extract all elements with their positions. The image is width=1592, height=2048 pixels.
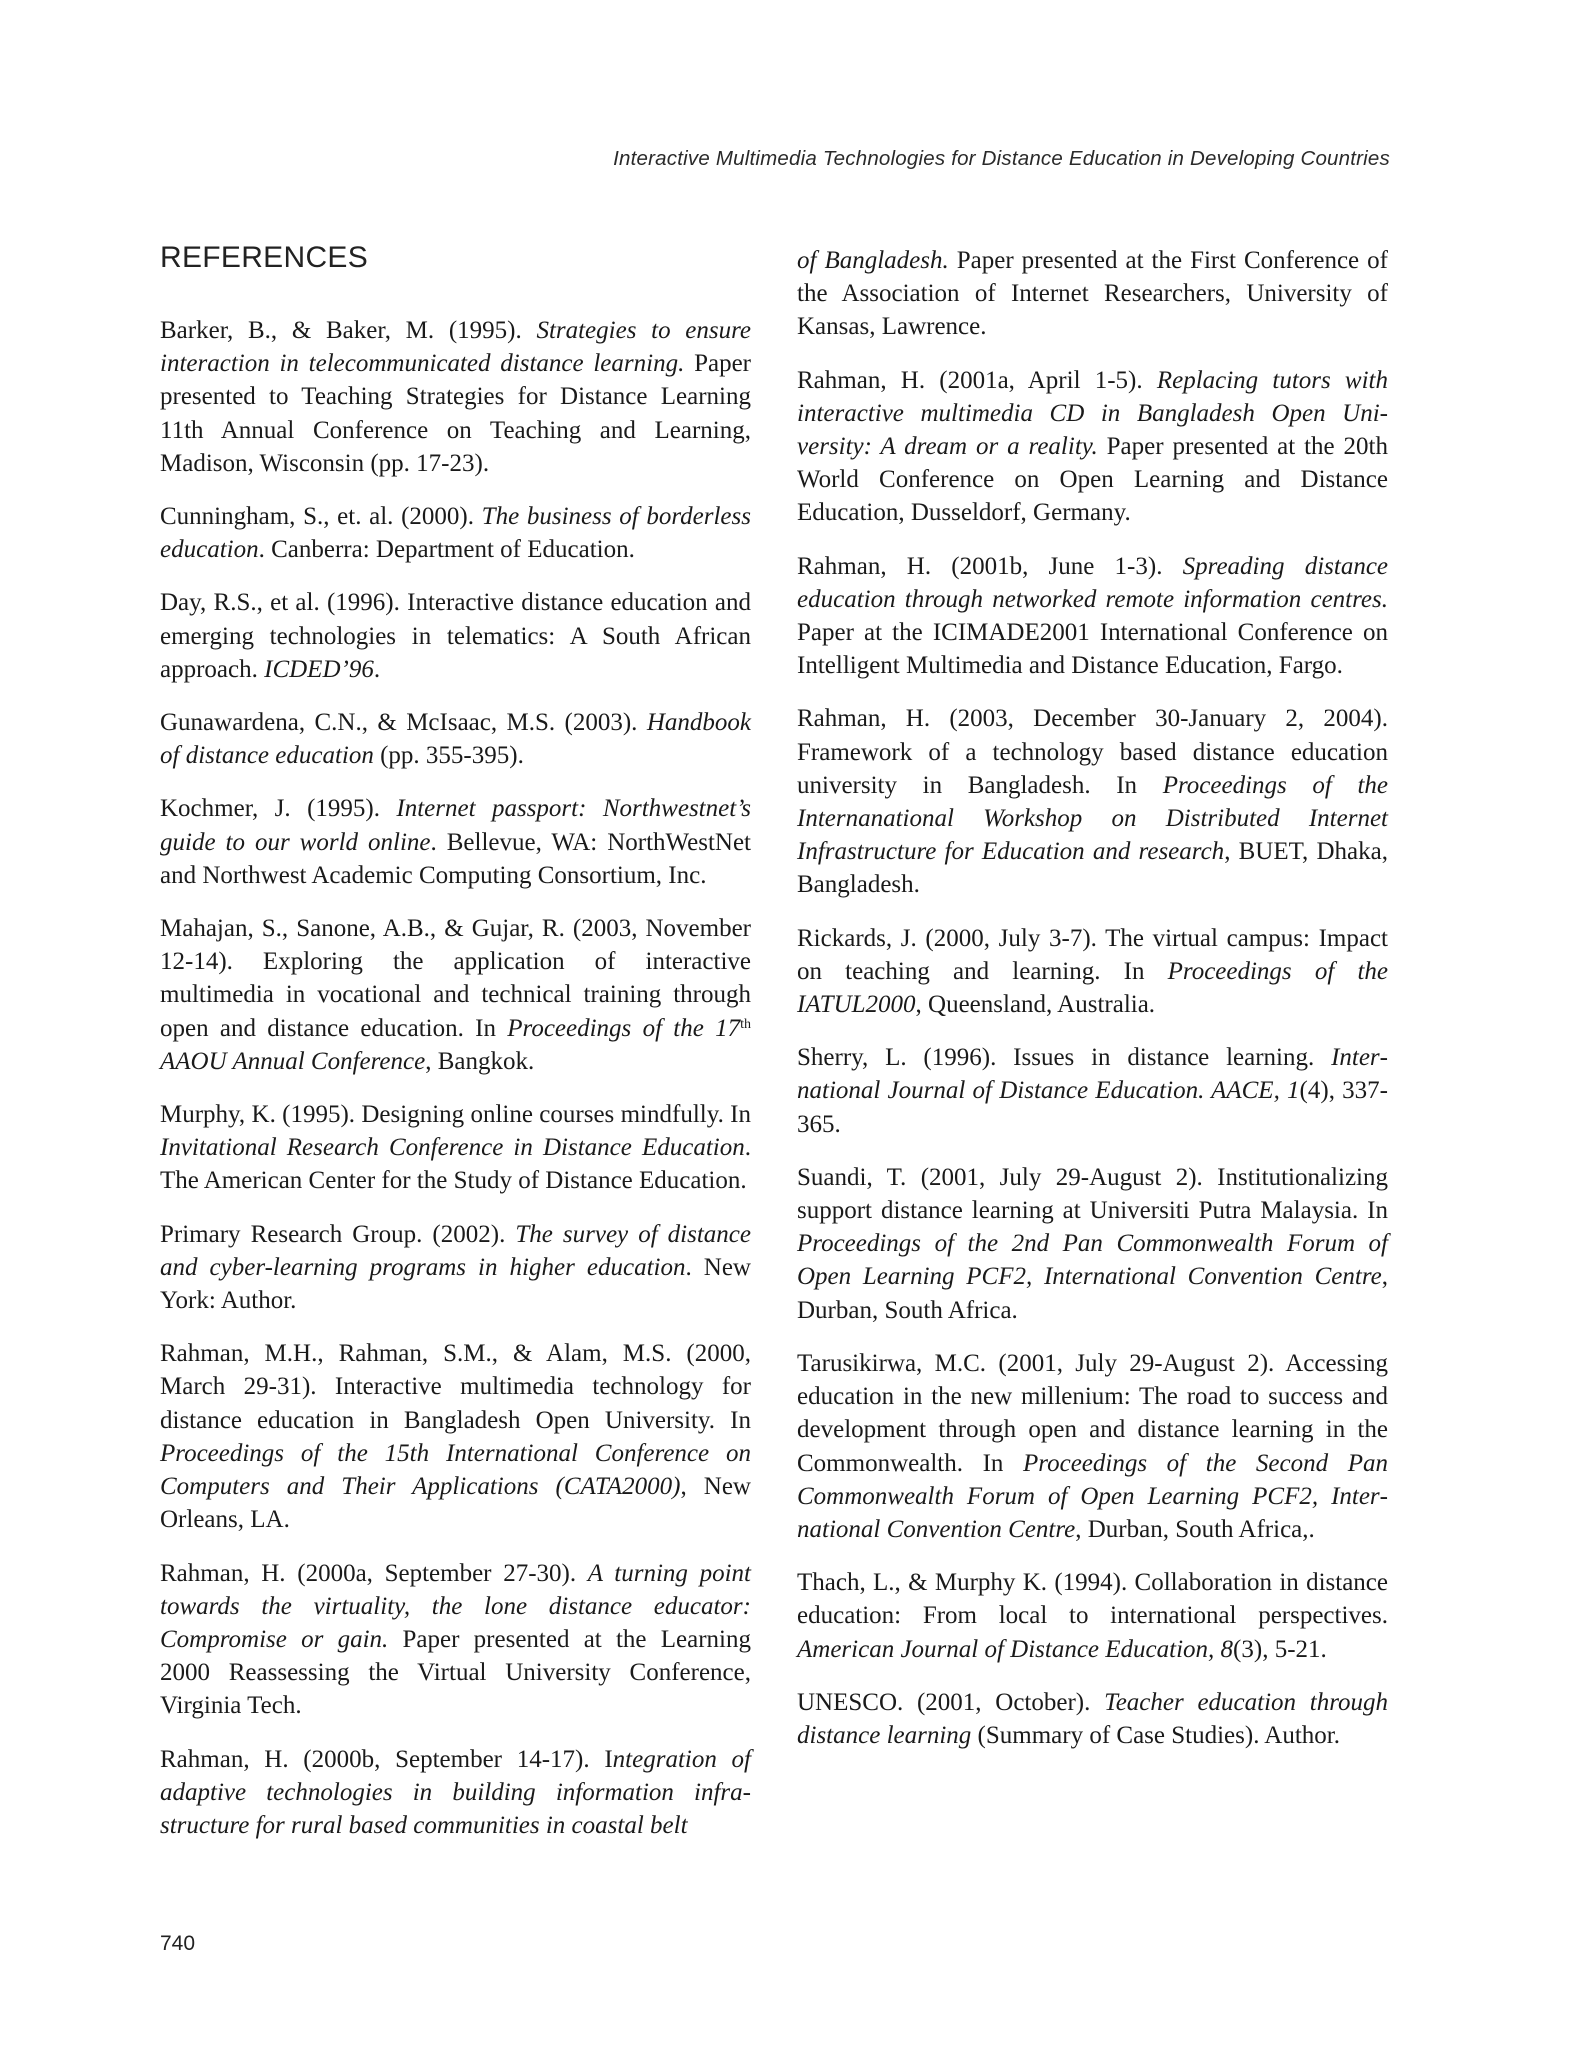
reference-text: Cunningham, S., et. al. (2000). [160, 503, 482, 531]
reference-italic-text: Invitational Research Conference in Distance Education [160, 1134, 745, 1162]
reference-text: Paper presented to Teaching Strategies for Distance Learning 11th Annual Conference on Teaching and Learning, Madison, Wisconsin (pp. 17-23). [160, 350, 752, 477]
reference-text: Rahman, H. (2001a, April 1-5). [797, 366, 1157, 394]
reference-text: Sherry, L. (1996). Issues in distance learning. [797, 1044, 1332, 1072]
reference-text: Rahman, H. (2003, December 30-January 2, 2004). Framework of a technology based distance education university in Bangladesh. In [797, 705, 1388, 799]
reference-text: (pp. 355-395). [373, 742, 524, 770]
reference-italic-text: of Bangladesh. [797, 247, 949, 274]
reference-text: Paper presented at the 20th World Conference on Open Learning and Distance Education, Dusseldorf, Germany. [797, 433, 1388, 527]
reference-entry [797, 364, 1388, 530]
reference-text: Thach, L., & Murphy K. (1994). Collaboration in distance education: From local to international perspectives. [797, 1569, 1388, 1630]
reference-entry [797, 1686, 1388, 1752]
reference-entry [797, 1041, 1388, 1141]
reference-text: . New York: Author. [160, 1253, 751, 1315]
reference-entry [797, 922, 1388, 1022]
reference-italic-text: Proceedings of the IATUL2000 [797, 957, 1388, 1019]
reference-italic-text: AAOU Annual Conference [160, 1047, 426, 1075]
reference-text: (Summary of Case Studies). Author. [971, 1721, 1341, 1749]
reference-italic-text: American Journal of Distance Education, 8 [797, 1635, 1234, 1663]
reference-text: . Bellevue, WA: NorthWestNet and Northwest Academic Computing Consortium, Inc. [160, 828, 751, 889]
reference-text: Murphy, K. (1995). Designing online courses mindfully. In [160, 1101, 751, 1129]
reference-superscript: th [740, 1016, 751, 1032]
reference-text: . [373, 655, 381, 683]
reference-italic-text: A turning point towards the virtuality, the lone distance educator: Compromise or gain. [160, 1559, 751, 1653]
reference-italic-text: ntegration of adaptive technologies in building information infrastructure for rural based communities in coastal belt [160, 1745, 751, 1839]
reference-italic-text: Proceedings of the 15th International Conference on Computers and Their Applications (CATA2000) [160, 1439, 751, 1501]
reference-text: Tarusikirwa, M.C. (2001, July 29-August 2). Accessing education in the new millenium: The road to success and development through open and distance learning in the Commonwealth. In [797, 1349, 1388, 1477]
reference-text: Primary Research Group. (2002). [160, 1220, 516, 1248]
reference-entry [797, 1161, 1388, 1327]
reference-italic-text: Handbook of distance education [160, 709, 751, 770]
reference-text: Rickards, J. (2000, July 3-7). The virtual campus: Impact on teaching and learning. In [797, 924, 1388, 985]
reference-text: Paper at the ICIMADE2001 International Conference on Intelligent Multimedia and Distance Education, Fargo. [797, 619, 1388, 680]
reference-entry [160, 1557, 751, 1723]
reference-entry [160, 500, 751, 566]
reference-text: Paper presented at the Learning 2000 Reassessing the Virtual University Conference, Virginia Tech. [160, 1625, 751, 1720]
reference-entry [797, 244, 1388, 344]
reference-entry [160, 912, 751, 1078]
reference-italic-text: Proceedings of the Internanational Workshop on Distributed Internet Infrastructure for Education and research [797, 771, 1388, 866]
reference-text: Rahman, H. (2000b, September 14-17). I [160, 1745, 613, 1773]
reference-italic-text: Strategies to ensure interaction in telecommunicated distance learning. [160, 317, 751, 378]
reference-entry [160, 314, 751, 480]
references-column-right [797, 244, 1388, 1772]
reference-entry [160, 792, 751, 892]
reference-text: Mahajan, S., Sanone, A.B., & Gujar, R. (2003, November 12-14). Exploring the application of interactive multimedia in vocational and technical training through open and distance education. In [160, 915, 751, 1042]
reference-italic-text: Proceedings of the 17 [507, 1014, 741, 1042]
reference-text: Gunawardena, C.N., & McIsaac, M.S. (2003). [160, 709, 647, 737]
reference-italic-text: Proceedings of the Second Pan Commonwealth Forum of Open Learning PCF2, International Convention Centre [797, 1449, 1388, 1543]
reference-text: Day, R.S., et al. (1996). Interactive distance education and emerging technologies in telematics: A South African approach. [160, 589, 751, 683]
reference-entry [797, 550, 1388, 683]
reference-text: Rahman, M.H., Rahman, S.M., & Alam, M.S. (2000, March 29-31). Interactive multimedia technology for distance education in Bangladesh Open University. In [160, 1340, 751, 1434]
reference-text: UNESCO. (2001, October). [797, 1688, 1105, 1716]
running-header: Interactive Multimedia Technologies for Distance Education in Developing Countries [613, 147, 1390, 170]
reference-text: (3), 5-21. [1233, 1635, 1327, 1663]
reference-italic-text: International Journal of Distance Education. AACE, 1 [797, 1044, 1388, 1105]
reference-text: , Queensland, Australia. [915, 991, 1156, 1019]
reference-entry [160, 706, 751, 772]
reference-text: , BUET, Dhaka, Bangladesh. [797, 838, 1388, 899]
reference-italic-text: Spreading distance education through networked remote information centres. [797, 552, 1389, 613]
reference-text: Paper presented at the First Conference of the Association of Internet Researchers, University of Kansas, Lawrence. [797, 247, 1388, 341]
reference-italic-text: Proceedings of the 2nd Pan Commonwealth Forum of Open Learning PCF2, International Convention Centre [797, 1230, 1388, 1291]
reference-text: Rahman, H. (2000a, September 27-30). [160, 1559, 588, 1587]
reference-text: Rahman, H. (2001b, June 1-3). [797, 552, 1183, 580]
reference-entry [160, 1218, 751, 1318]
reference-text: Barker, B., & Baker, M. (1995). [160, 317, 537, 344]
reference-text: , Durban, South Africa. [797, 1263, 1388, 1324]
reference-text: , Bangkok. [425, 1047, 535, 1075]
references-column-left [160, 314, 751, 1862]
reference-italic-text: Internet passport: Northwestnet’s guide to our world online [160, 795, 752, 856]
reference-entry [797, 702, 1388, 901]
reference-italic-text: ICDED’96 [264, 655, 374, 683]
reference-text: Suandi, T. (2001, July 29-August 2). Institutionalizing support distance learning at Universiti Putra Malaysia. In [797, 1163, 1388, 1225]
reference-entry [160, 1743, 751, 1843]
reference-text: , Durban, South Africa,. [1075, 1515, 1315, 1543]
reference-text: . Canberra: Department of Education. [258, 536, 635, 564]
reference-entry [797, 1566, 1388, 1666]
reference-entry [797, 1347, 1388, 1546]
reference-text: . The American Center for the Study of Distance Education. [160, 1134, 751, 1195]
reference-entry [160, 1098, 751, 1198]
reference-italic-text: The survey of distance and cyber-learning programs in higher education [160, 1220, 751, 1281]
reference-text: Kochmer, J. (1995). [160, 795, 397, 823]
reference-italic-text: Teacher education through distance learning [797, 1688, 1388, 1749]
reference-entry [160, 1337, 751, 1536]
section-title: REFERENCES [160, 241, 369, 274]
reference-text: (4), 337-365. [797, 1077, 1388, 1138]
reference-entry [160, 586, 751, 686]
reference-text: , New Orleans, LA. [160, 1473, 751, 1534]
reference-italic-text: Replacing tutors with interactive multimedia CD in Bangladesh Open University: A dream or a reality. [797, 366, 1388, 461]
reference-italic-text: The business of borderless education [160, 503, 751, 564]
page-number: 740 [160, 1932, 196, 1955]
